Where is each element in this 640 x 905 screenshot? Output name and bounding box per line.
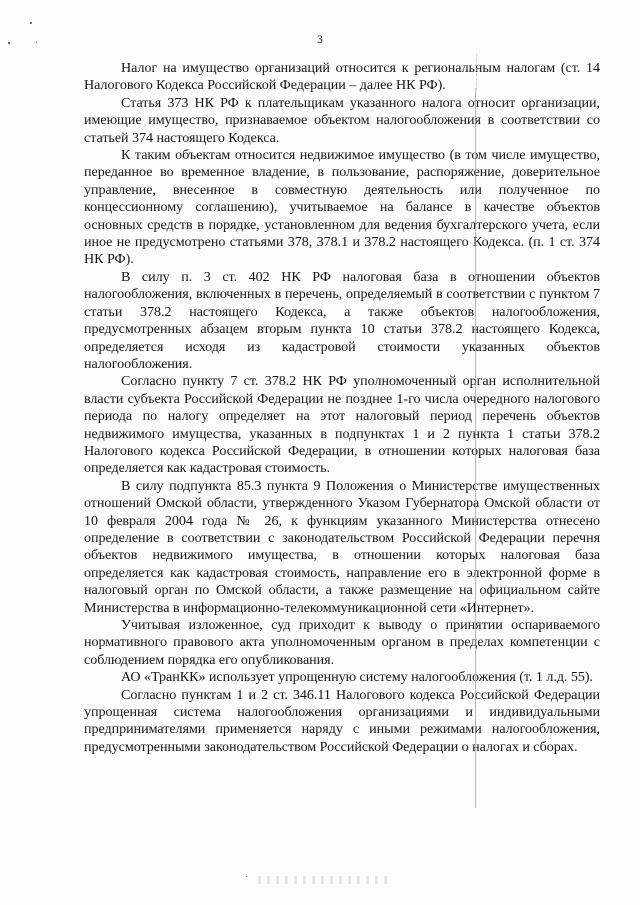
scan-speck <box>30 22 32 24</box>
paragraph-real-estate-objects: К таким объектам относится недвижимое имущество (в том числе имущество, переданное во временное владение, в пользование, распоряжение, доверительное управление, внесенное в совместную деятельность или полученное по концессионному соглашению), учитываемое на балансе в качестве объектов основных средств в порядке, установленном для ведения бухгалтерского учета, если иное не предусмотрено статьями 378, 378.1 и 378.2 настоящего Кодекса. (п. 1 ст. 374 НК РФ). <box>84 147 600 268</box>
paragraph-court-conclusion: Учитывая изложенное, суд приходит к выводу о принятии оспариваемого нормативного правового акта уполномоченным органом в пределах компетенции с соблюдением порядка его опубликования. <box>84 617 600 668</box>
scan-speck <box>8 42 10 44</box>
paragraph-ministry-regulation: В силу подпункта 85.3 пункта 9 Положения о Министерстве имущественных отношений Омской области, утвержденного Указом Губернатора Омской области от 10 февраля 2004 года № 26, к функциям указанного Министерства отнесено определение в соответствии с законодательством Российской Федерации перечня объектов недвижимого имущества, в отношении которых налоговая база определяется как кадастровая стоимость, направление его в электронной форме в налоговый орган по Омской области, а также размещение на официальном сайте Министерства в информационно-телекоммуникационной сети «Интернет». <box>84 477 600 616</box>
scan-speck <box>246 876 247 877</box>
paragraph-property-tax-regional: Налог на имущество организаций относится к региональным налогам (ст. 14 Налогового Кодекса Российской Федерации – далее НК РФ). <box>84 60 600 94</box>
scan-fold-line <box>475 88 476 808</box>
scan-smudge <box>258 876 388 884</box>
paragraph-article-373: Статья 373 НК РФ к плательщикам указанного налога относит организации, имеющие имущество, признаваемое объектом налогообложения в соответствии со статьей 374 настоящего Кодекса. <box>84 94 600 146</box>
paragraph-article-346-11: Согласно пунктам 1 и 2 ст. 346.11 Налогового кодекса Российской Федерации упрощенная система налогообложения организациями и индивидуальными предпринимателями применяется наряду с иными режимами налогообложения, предусмотренными законодательством Российской Федерации о налогах и сборах. <box>84 686 600 755</box>
paragraph-article-402: В силу п. 3 ст. 402 НК РФ налоговая база в отношении объектов налогообложения, включенных в перечень, определяемый в соответствии с пунктом 7 статьи 378.2 настоящего Кодекса, а также объектов налогообложения, предусмотренных абзацем вторым пункта 10 статьи 378.2 настоящего Кодекса, определяется исходя из кадастровой стоимости указанных объектов налогообложения. <box>84 268 600 372</box>
scan-speck <box>36 42 37 43</box>
scan-fold-line-top <box>476 54 477 90</box>
page-number: 3 <box>317 34 323 46</box>
paragraph-trankk-usn: АО «ТранКК» использует упрощенную систему налогообложения (т. 1 л.д. 55). <box>121 669 593 686</box>
paragraph-article-378-2: Согласно пункту 7 ст. 378.2 НК РФ уполномоченный орган исполнительной власти субъекта Российской Федерации не позднее 1-го числа очередного налогового периода по налогу определяет на этот налоговый период перечень объектов недвижимого имущества, указанных в подпунктах 1 и 2 пункта 1 статьи 378.2 Налогового кодекса Российской Федерации, в отношении которых налоговая база определяется как кадастровая стоимость. <box>84 373 600 477</box>
document-body <box>84 60 600 756</box>
